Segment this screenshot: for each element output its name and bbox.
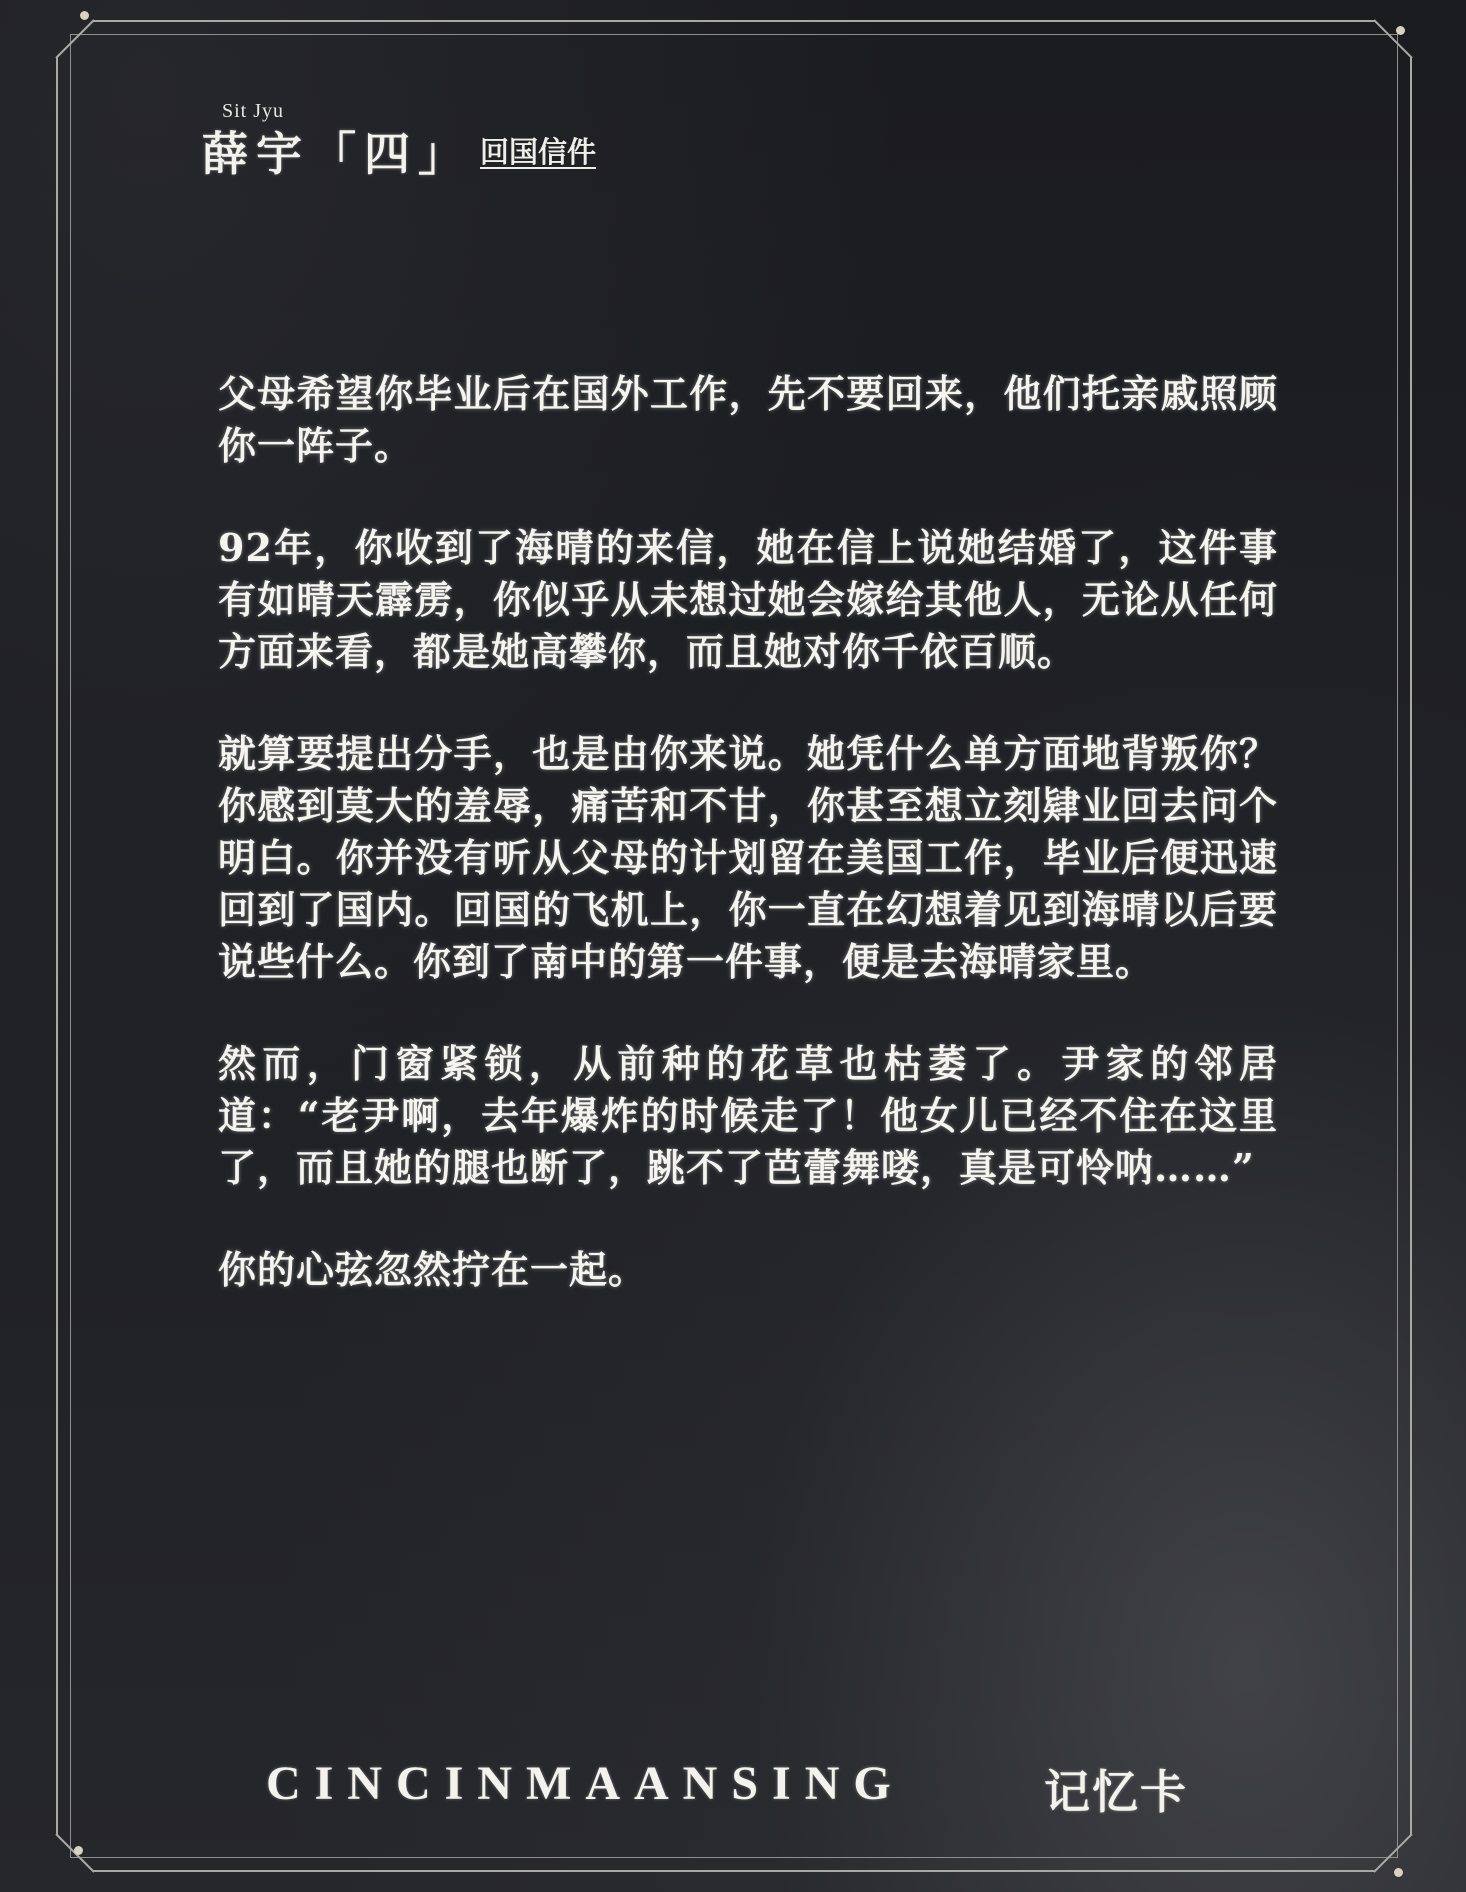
corner-dot-top-left <box>80 11 89 20</box>
corner-dot-bottom-right <box>1394 1868 1403 1877</box>
card-header <box>202 100 1002 180</box>
card-title: 薛宇「四」 <box>202 127 472 181</box>
corner-dot-top-right <box>1396 26 1405 35</box>
footer-brand: CINCINMAANSING <box>266 1757 905 1810</box>
card-subtitle: 回国信件 <box>480 135 597 169</box>
letter-paragraph: 就算要提出分手，也是由你来说。她凭什么单方面地背叛你？你感到莫大的羞辱，痛苦和不甘，你甚至想立刻肄业回去问个明白。你并没有听从父母的计划留在美国工作，毕业后便迅速回到了国内。回国的飞机上，你一直在幻想着见到海晴以后要说些什么。你到了南中的第一件事，便是去海晴家里。 <box>218 731 1278 984</box>
letter-body <box>218 368 1278 1346</box>
letter-paragraph: 你的心弦忽然拧在一起。 <box>218 1247 648 1292</box>
corner-dot-bottom-left <box>74 1846 83 1855</box>
letter-paragraph: 92年，你收到了海晴的来信，她在信上说她结婚了，这件事有如晴天霹雳，你似乎从未想过她会嫁给其他人，无论从任何方面来看，都是她高攀你，而且她对你千依百顺。 <box>218 525 1278 674</box>
footer-label: 记忆卡 <box>1044 1765 1188 1819</box>
name-romanization: Sit Jyu <box>222 100 285 122</box>
letter-paragraph: 父母希望你毕业后在国外工作，先不要回来，他们托亲戚照顾你一阵子。 <box>218 371 1278 468</box>
letter-paragraph: 然而，门窗紧锁，从前种的花草也枯萎了。尹家的邻居道：“老尹啊，去年爆炸的时候走了！他女儿已经不住在这里了，而且她的腿也断了，跳不了芭蕾舞喽，真是可怜呐……” <box>218 1041 1278 1190</box>
